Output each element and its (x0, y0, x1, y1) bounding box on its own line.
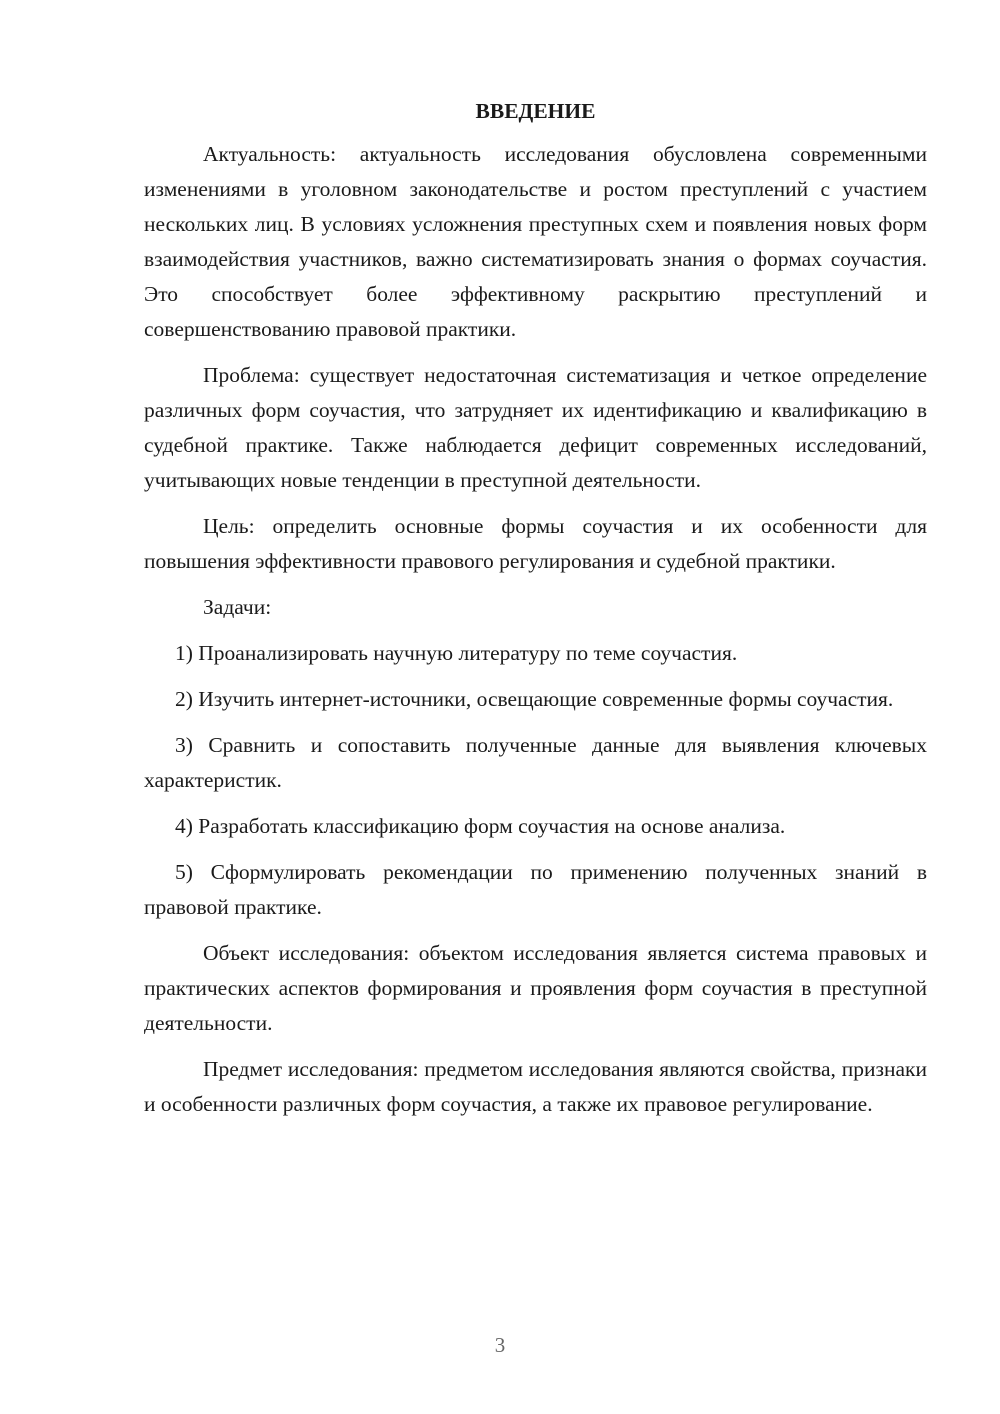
paragraph-subject: Предмет исследования: предметом исследования являются свойства, признаки и особенности различных форм соучастия, а также их правовое регулирование. (144, 1057, 927, 1116)
task-item: 3) Сравнить и сопоставить полученные данные для выявления ключевых характеристик. (144, 733, 927, 792)
paragraph-relevance: Актуальность: актуальность исследования обусловлена современными изменениями в уголовном законодательстве и ростом преступлений с участием нескольких лиц. В условиях усложнения преступных схем и появления новых форм взаимодействия участников, важно систематизировать знания о формах соучастия. Это способствует более эффективному раскрытию преступлений и совершенствованию правовой практики. (144, 142, 927, 341)
page-content (144, 96, 927, 1133)
paragraph-goal: Цель: определить основные формы соучастия и их особенности для повышения эффективности правового регулирования и судебной практики. (144, 514, 927, 573)
task-item: 2) Изучить интернет-источники, освещающие современные формы соучастия. (175, 687, 894, 711)
paragraph-problem: Проблема: существует недостаточная систематизация и четкое определение различных форм соучастия, что затрудняет их идентификацию и квалификацию в судебной практике. Также наблюдается дефицит современных исследований, учитывающих новые тенденции в преступной деятельности. (144, 363, 927, 492)
page-number: 3 (494, 1333, 506, 1357)
section-title: ВВЕДЕНИЕ (475, 99, 596, 123)
tasks-heading: Задачи: (203, 595, 272, 619)
task-item: 4) Разработать классификацию форм соучастия на основе анализа. (175, 814, 786, 838)
task-item: 1) Проанализировать научную литературу по теме соучастия. (175, 641, 738, 665)
paragraph-object: Объект исследования: объектом исследования является система правовых и практических аспектов формирования и проявления форм соучастия в преступной деятельности. (144, 941, 927, 1035)
task-item: 5) Сформулировать рекомендации по применению полученных знаний в правовой практике. (144, 860, 927, 919)
